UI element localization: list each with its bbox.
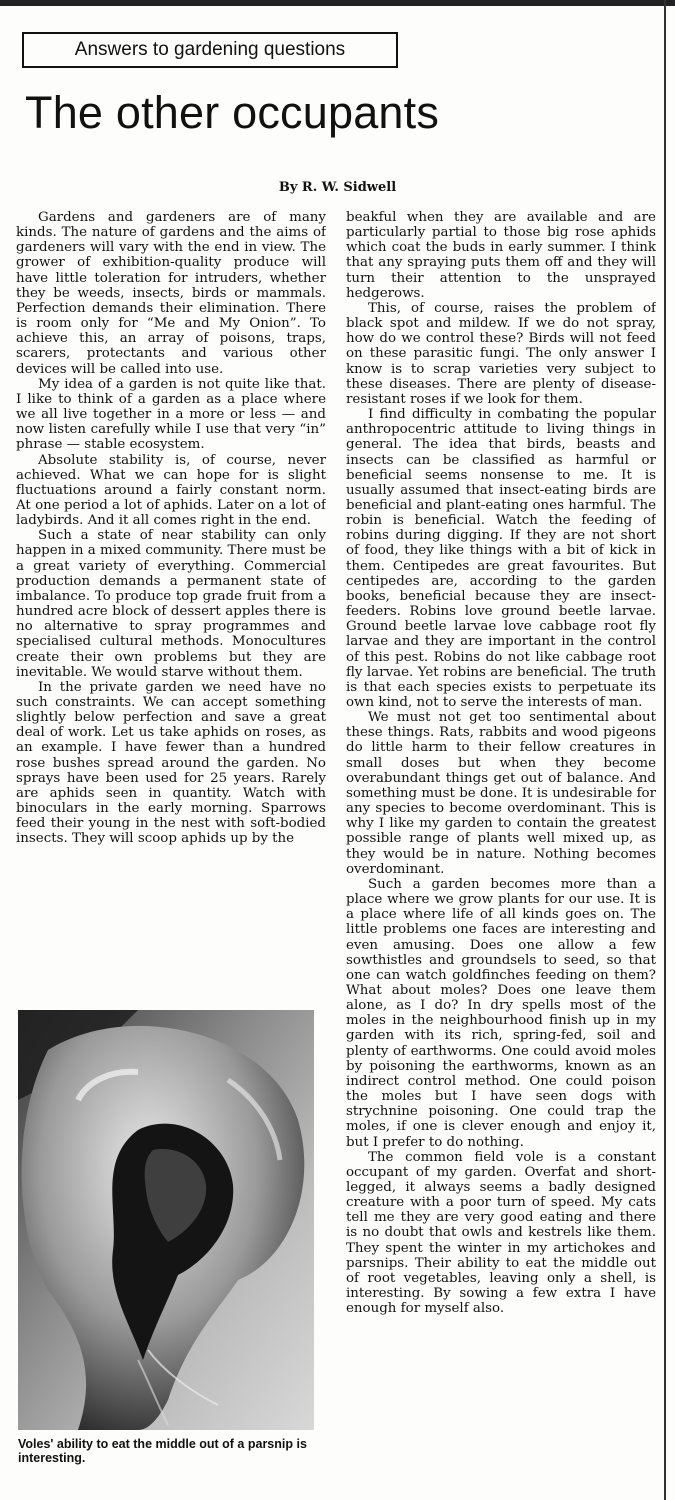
right-column — [346, 210, 656, 1480]
paragraph: The common field vole is a constant occupant of my garden. Overfat and short-legged, it always seems a badly designed creature with a poor turn of speed. My cats tell me they are very good eating and there is no doubt that owls and kestrels like them. They spent the winter in my artichokes and parsnips. Their ability to eat the middle out of root vegetables, leaving only a shell, is interesting. By sowing a few extra I have enough for myself also. — [346, 1149, 656, 1317]
left-column — [16, 210, 326, 970]
section-label: Answers to gardening questions — [22, 32, 398, 68]
paragraph: Such a garden becomes more than a place where we grow plants for our use. It is a place where life of all kinds goes on. The little problems one faces are interesting and even amusing. Does one allow a few sowthistles and groundsels to seed, so that one can watch goldfinches feeding on them? What about moles? Does one leave them alone, as I do? In dry spells most of the moles in the neighbourhood finish up in my garden with its rich, spring-fed, soil and plenty of earthworms. One could avoid moles by poisoning the earthworms, known as an indirect control method. One could poison the moles but I have seen dogs with strychnine poisoning. One could trap the moles, if one is clever enough and enjoy it, but I prefer to do nothing. — [346, 876, 656, 1150]
paragraph: Absolute stability is, of course, never achieved. What we can hope for is slight fluctuations around a fairly constant norm. At one period a lot of aphids. Later on a lot of ladybirds. And it all comes right in the end. — [16, 452, 326, 529]
column-rule — [664, 0, 666, 1500]
parsnip-image — [18, 1010, 314, 1430]
paragraph: I find difficulty in combating the popular anthropocentric attitude to living things in general. The idea that birds, beasts and insects can be classified as harmful or beneficial seems nonsense to me. It is usually assumed that insect-eating birds are beneficial and plant-eating ones harmful. The robin is beneficial. Watch the feeding of robins during digging. If they are not short of food, they like things with a bit of kick in them. Centipedes are great favourites. But centipedes are, according to the garden books, beneficial because they are insect-feeders. Robins love ground beetle larvae. Ground beetle larvae love cabbage root fly larvae and they are important in the control of this pest. Robins do not like cabbage root fly larvae. Yet robins are beneficial. The truth is that each species exists to perpetuate its own kind, not to serve the interests of man. — [346, 407, 656, 710]
byline: By R. W. Sidwell — [278, 180, 397, 195]
paragraph: We must not get too sentimental about these things. Rats, rabbits and wood pigeons do little harm to their fellow creatures in small doses but when they become overabundant things get out of balance. And something must be done. It is undesirable for any species to become overdominant. This is why I like my garden to contain the greatest possible range of plants well mixed up, as they would be in nature. Nothing becomes overdominant. — [346, 710, 656, 877]
paragraph: Such a state of near stability can only happen in a mixed community. There must be a great variety of everything. Commercial production demands a permanent state of imbalance. To produce top grade fruit from a hundred acre block of dessert apples there is no alternative to spray programmes and specialised cultural methods. Monocultures create their own problems but they are inevitable. We would starve without them. — [16, 528, 326, 680]
top-rule — [0, 0, 675, 6]
paragraph: Gardens and gardeners are of many kinds. The nature of gardens and the aims of gardeners will vary with the end in view. The grower of exhibition-quality produce will have little toleration for intruders, whether they be weeds, insects, birds or mammals. Perfection demands their elimination. There is room only for “Me and My Onion”. To achieve this, an array of poisons, traps, scarers, protectants and various other devices will be called into use. — [16, 210, 326, 377]
paragraph: In the private garden we need have no such constraints. We can accept something slightly below perfection and save a great deal of work. Let us take aphids on roses, as an example. I have fewer than a hundred rose bushes spread around the garden. No sprays have been used for 25 years. Rarely are aphids seen in quantity. Watch with binoculars in the early morning. Sparrows feed their young in the nest with soft-bodied insects. They will scoop aphids up by the — [16, 679, 326, 847]
paragraph: My idea of a garden is not quite like that. I like to think of a garden as a place where we all live together in a more or less — and now listen carefully while I use that very “in” phrase — stable ecosystem. — [16, 376, 326, 453]
parsnip-photo — [18, 1010, 314, 1430]
photo-caption: Voles' ability to eat the middle out of a parsnip is interesting. — [18, 1437, 307, 1465]
paragraph: This, of course, raises the problem of black spot and mildew. If we do not spray, how do we control these? Birds will not feed on these parasitic fungi. The only answer I know is to scrap varieties very subject to these diseases. There are plenty of disease-resistant roses if we look for them. — [346, 300, 656, 407]
headline: The other occupants — [25, 87, 440, 138]
paragraph: beakful when they are available and are particularly partial to those big rose aphids which coat the buds in early summer. I think that any spraying puts them off and they will turn their attention to the unsprayed hedgerows. — [346, 210, 656, 301]
